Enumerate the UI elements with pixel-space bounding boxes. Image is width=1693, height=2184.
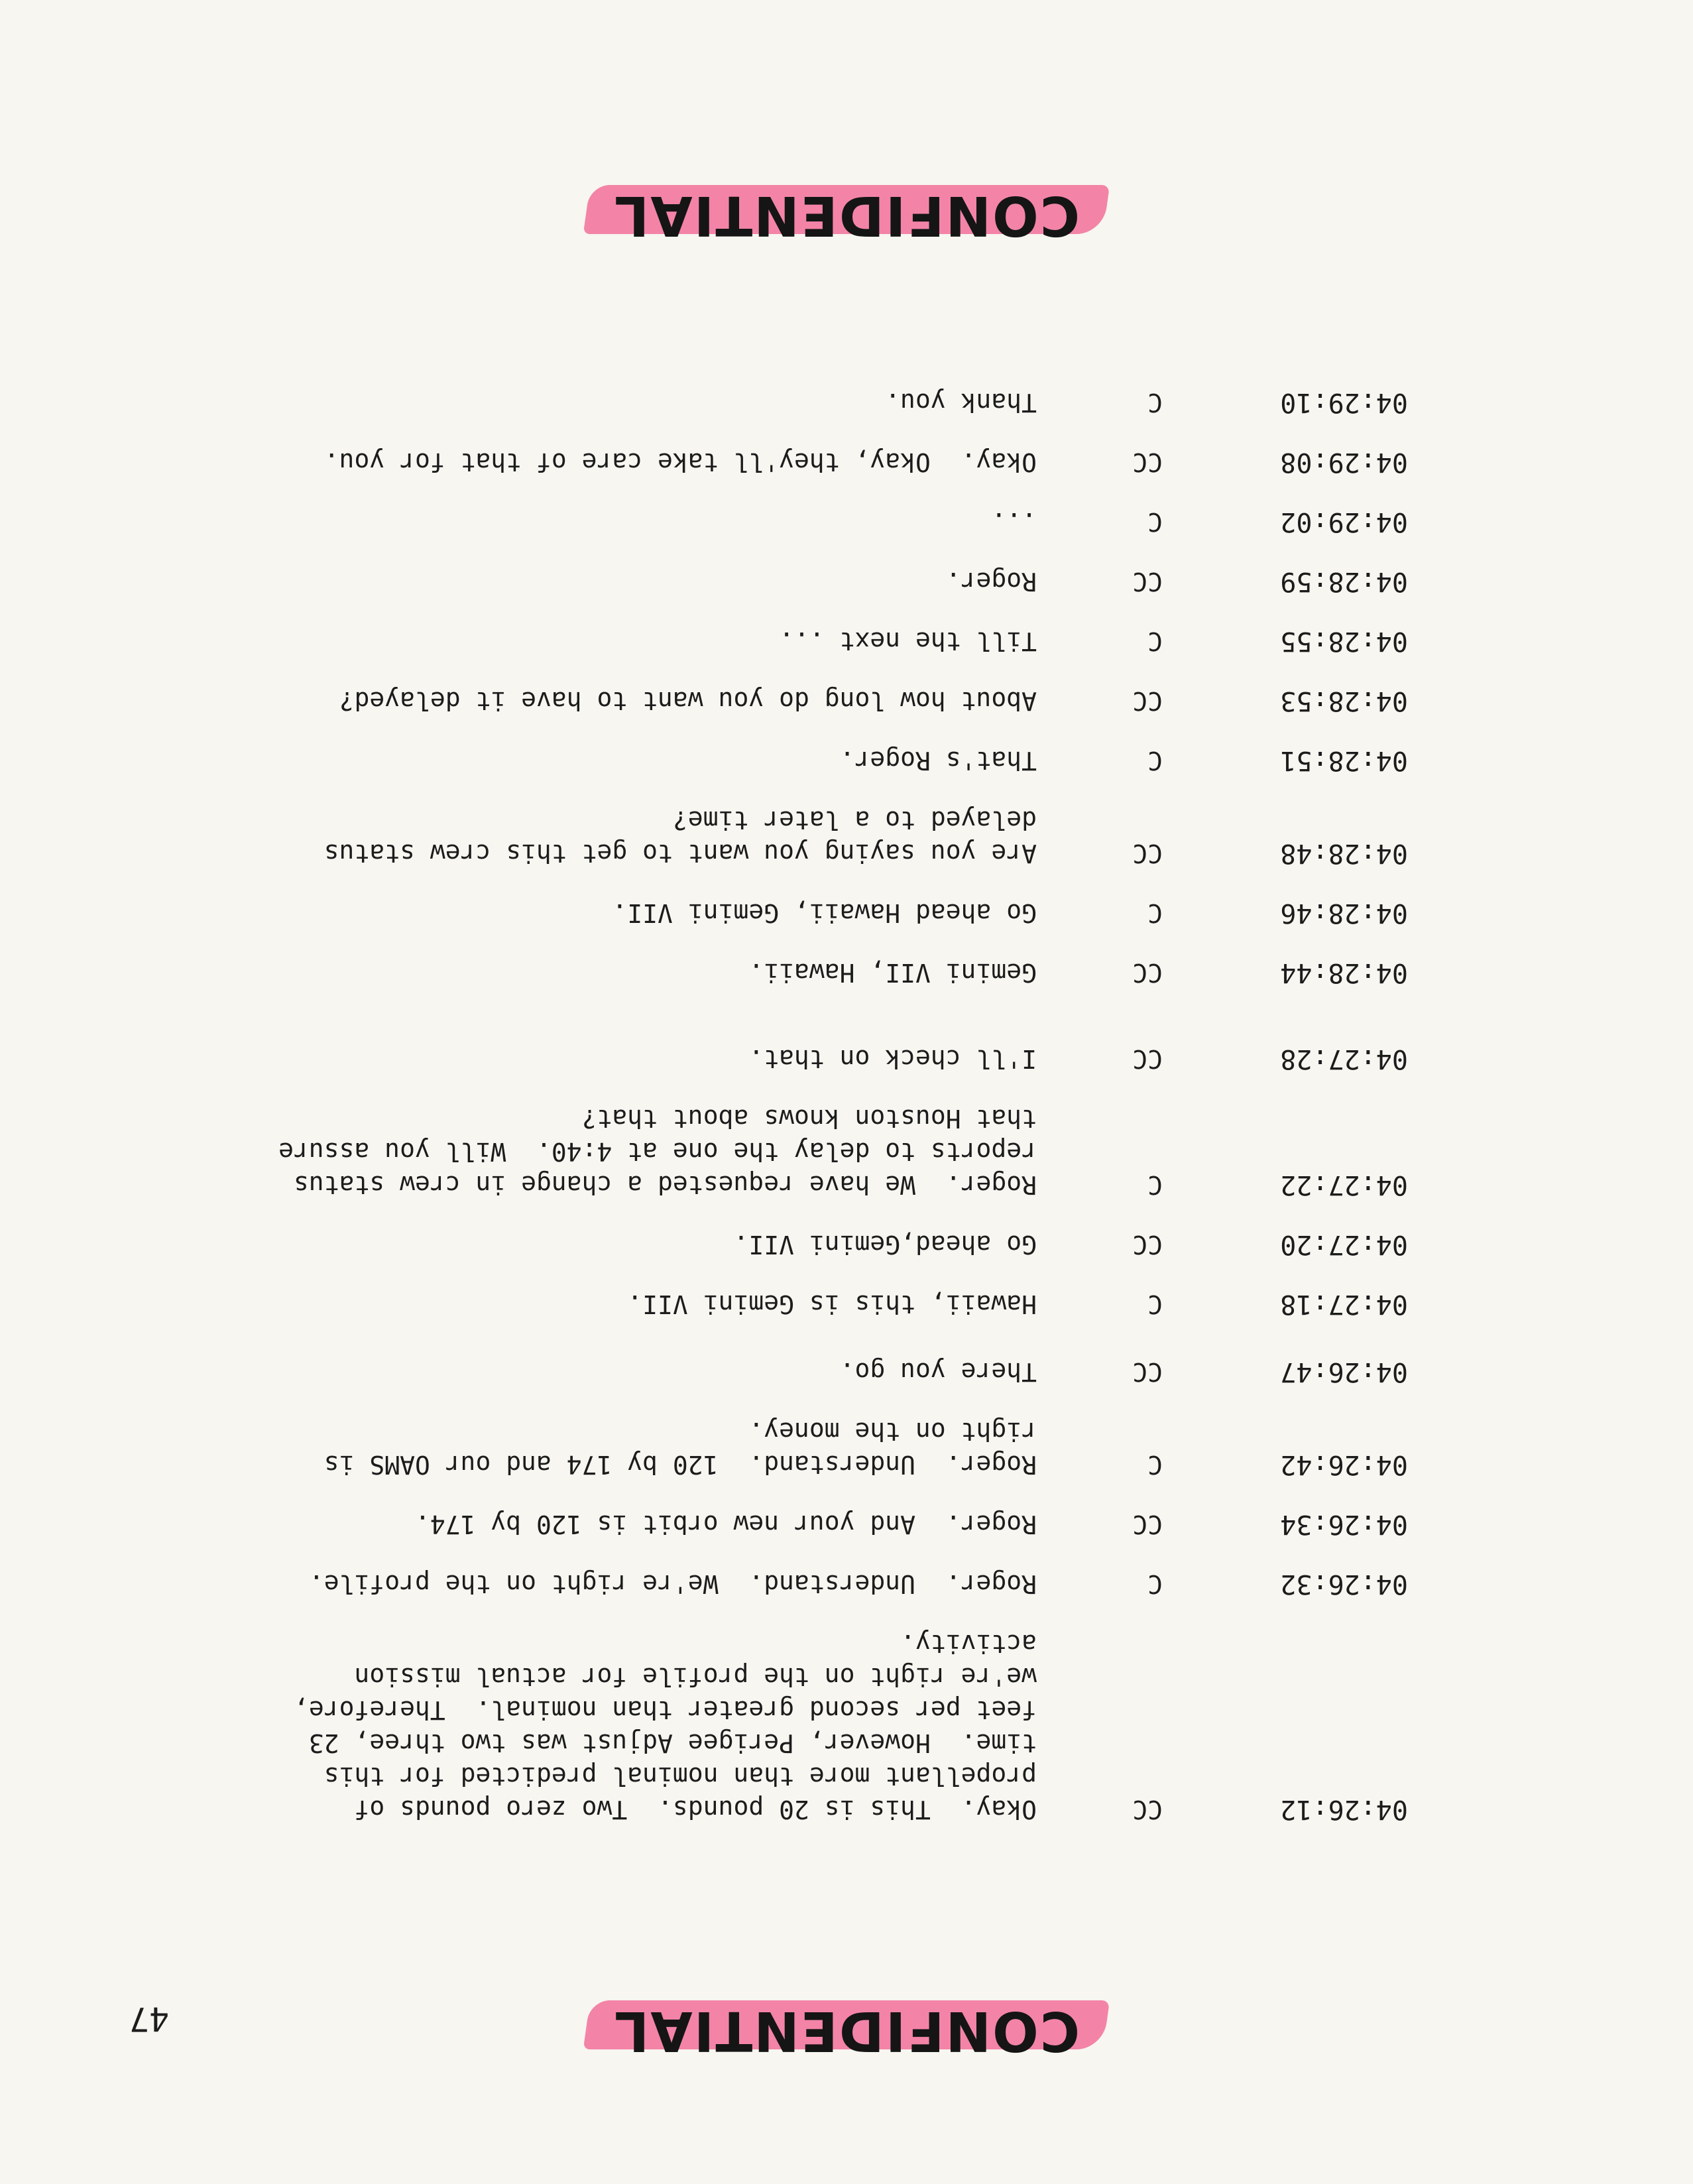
- utterance-text: Okay. Okay, they'll take care of that for you.: [323, 448, 1037, 477]
- utterance-text: ...: [991, 507, 1037, 536]
- timestamp: 04:28:44: [1280, 957, 1408, 988]
- speaker-code: C: [1147, 627, 1163, 656]
- speaker-code: C: [1147, 1450, 1163, 1479]
- utterance-text: Roger. Understand. 120 by 174 and our OAMS is right on the money.: [323, 1417, 1037, 1479]
- transcript-entry: [268, 1567, 1408, 1601]
- speaker-code: CC: [1132, 686, 1163, 715]
- timestamp: 04:28:53: [1280, 686, 1408, 716]
- transcript-entry: [268, 1508, 1408, 1541]
- timestamp: 04:26:32: [1280, 1569, 1408, 1599]
- timestamp: 04:28:51: [1280, 745, 1408, 776]
- transcript-entry: [268, 896, 1408, 930]
- utterance-text: Go ahead,Gemini VII.: [733, 1230, 1037, 1259]
- transcript: [268, 386, 1408, 1852]
- timestamp: 04:27:20: [1280, 1229, 1408, 1260]
- timestamp: 04:27:18: [1280, 1289, 1408, 1319]
- transcript-entry: [268, 625, 1408, 658]
- transcript-entry: [268, 1288, 1408, 1321]
- speaker-code: C: [1147, 388, 1163, 417]
- timestamp: 04:26:34: [1280, 1509, 1408, 1540]
- speaker-code: C: [1147, 1290, 1163, 1319]
- speaker-code: CC: [1132, 1357, 1163, 1386]
- timestamp: 04:26:42: [1280, 1449, 1408, 1480]
- timestamp: 04:28:48: [1280, 838, 1408, 869]
- speaker-code: CC: [1132, 958, 1163, 987]
- utterance-text: I'll check on that.: [748, 1044, 1037, 1073]
- transcript-entry: [268, 956, 1408, 989]
- timestamp: 04:27:28: [1280, 1044, 1408, 1074]
- timestamp: 04:28:55: [1280, 626, 1408, 656]
- utterance-text: Roger. Understand. We're right on the profile.: [308, 1569, 1037, 1599]
- utterance-text: Roger. We have requested a change in crew status reports to delay the one at 4:40. Will you assure that Houston knows about that?: [278, 1104, 1037, 1199]
- utterance-text: Till the next ...: [779, 627, 1037, 656]
- speaker-code: CC: [1132, 1044, 1163, 1073]
- timestamp: 04:26:12: [1280, 1794, 1408, 1825]
- classification-label: CONFIDENTIAL: [613, 184, 1080, 247]
- transcript-entry: [268, 1102, 1408, 1201]
- speaker-code: CC: [1132, 1795, 1163, 1824]
- timestamp: 04:29:02: [1280, 507, 1408, 537]
- speaker-code: CC: [1132, 567, 1163, 596]
- transcript-entry: [268, 565, 1408, 598]
- utterance-text: Roger.: [945, 567, 1037, 596]
- transcript-entry: [268, 446, 1408, 479]
- transcript-entry: [268, 684, 1408, 717]
- utterance-text: Hawaii, this is Gemini VII.: [627, 1290, 1037, 1319]
- speaker-code: C: [1147, 1170, 1163, 1199]
- speaker-code: CC: [1132, 1230, 1163, 1259]
- page-number: 47: [129, 2000, 170, 2038]
- timestamp: 04:28:46: [1280, 898, 1408, 928]
- classification-stamp-bottom: [593, 1996, 1100, 2065]
- timestamp: 04:29:10: [1280, 387, 1408, 418]
- transcript-entry: [268, 1228, 1408, 1261]
- timestamp: 04:28:59: [1280, 566, 1408, 597]
- transcript-entry: [268, 505, 1408, 538]
- utterance-text: Roger. And your new orbit is 120 by 174.: [415, 1510, 1037, 1539]
- utterance-text: There you go.: [839, 1357, 1037, 1386]
- speaker-code: C: [1147, 746, 1163, 775]
- transcript-entry: [268, 1415, 1408, 1481]
- speaker-code: C: [1147, 898, 1163, 928]
- utterance-text: Okay. This is 20 pounds. Two zero pounds of propellant more than nominal predicted for this time. However, Perigee Adjust was two three, 23 feet per second greater than nominal. Therefore, we're right on the profile for actual mission activity.: [293, 1629, 1037, 1824]
- utterance-text: Go ahead Hawaii, Gemini VII.: [612, 898, 1037, 928]
- utterance-text: Gemini VII, Hawaii.: [748, 958, 1037, 987]
- speaker-code: CC: [1132, 839, 1163, 868]
- utterance-text: About how long do you want to have it delayed?: [339, 686, 1037, 715]
- classification-label: CONFIDENTIAL: [613, 1999, 1080, 2062]
- speaker-code: C: [1147, 507, 1163, 536]
- utterance-text: That's Roger.: [839, 746, 1037, 775]
- utterance-text: Are you saying you want to get this crew status delayed to a later time?: [323, 806, 1037, 868]
- transcript-entry: [268, 804, 1408, 870]
- utterance-text: Thank you.: [885, 388, 1037, 417]
- transcript-entry: [268, 386, 1408, 419]
- classification-stamp-top: [593, 181, 1100, 249]
- transcript-entry: [268, 744, 1408, 777]
- timestamp: 04:29:08: [1280, 447, 1408, 477]
- transcript-entry: [268, 1627, 1408, 1826]
- transcript-entry: [268, 1355, 1408, 1388]
- speaker-code: CC: [1132, 448, 1163, 477]
- timestamp: 04:27:22: [1280, 1170, 1408, 1200]
- timestamp: 04:26:47: [1280, 1357, 1408, 1387]
- speaker-code: C: [1147, 1569, 1163, 1599]
- speaker-code: CC: [1132, 1510, 1163, 1539]
- transcript-entry: [268, 1042, 1408, 1075]
